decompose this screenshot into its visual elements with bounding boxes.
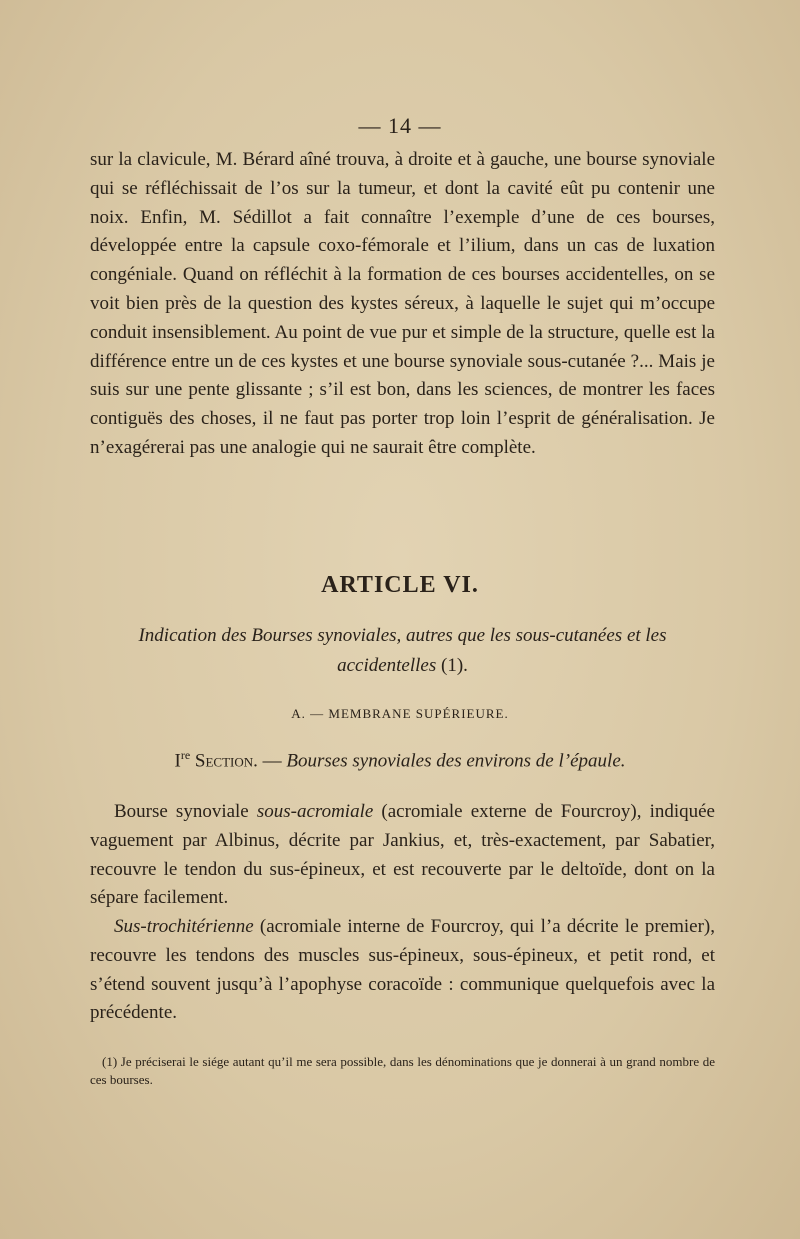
- paragraph-2-rest: (acromiale externe de Fourcroy), indiquée vaguement par Albinus, décrite par Jankius, et, très-exactement, par Sabatier, recouvre le tendon du sus-épineux, et est recouverte par le deltoïde, dont on la sépare facilement.: [90, 801, 715, 909]
- section-label: Section.: [194, 750, 258, 772]
- paragraph-continuation: [90, 146, 715, 463]
- paragraph-3-term: Sus-trochitérienne: [114, 916, 254, 937]
- article-subtitle: [90, 621, 715, 681]
- article-subtitle-text: Indication des Bourses synoviales, autres que les sous-cutanées et les accidentelles: [138, 625, 667, 676]
- section-roman: I: [174, 750, 181, 772]
- page-number: — 14 —: [358, 113, 442, 138]
- footnote: (1) Je préciserai le siége autant qu’il me sera possible, dans les dénominations que je donnerai à un grand nombre de ces bourses.: [90, 1054, 715, 1087]
- paragraph-2-term: sous-acromiale: [256, 801, 374, 822]
- article-heading: ARTICLE VI.: [321, 572, 479, 598]
- paragraph-sous-acromiale: [90, 798, 715, 913]
- membrane-heading: A. — MEMBRANE SUPÉRIEURE.: [291, 706, 509, 721]
- section-heading: [0, 748, 800, 772]
- section-title: Bourses synoviales des environs de l’épaule.: [286, 750, 626, 772]
- paragraph-2-start: Bourse synoviale: [114, 801, 257, 822]
- section-sup: re: [180, 748, 191, 762]
- section-dash: —: [257, 750, 287, 772]
- paragraph-sus-trochiterienne: [90, 913, 715, 1028]
- article-subtitle-note-ref: (1).: [441, 655, 468, 676]
- paragraph-1-text: sur la clavicule, M. Bérard aîné trouva, à droite et à gauche, une bourse synoviale qui se réfléchissait de l’os sur la tumeur, et dont la cavité eût pu contenir une noix. Enfin, M. Sédillot a fait connaître l’exemple d’une de ces bourses, développée entre la capsule coxo-fémorale et l’ilium, dans un cas de luxation congéniale. Quand on réfléchit à la formation de ces bourses accidentelles, on se voit bien près de la question des kystes séreux, à laquelle le sujet qui m’occupe conduit insensiblement. Au point de vue pur et simple de la structure, quelle est la différence entre un de ces kystes et une bourse synoviale sous-cutanée ?... Mais je suis sur une pente glissante ; s’il est bon, dans les sciences, de montrer les faces contiguës des choses, il ne faut pas porter trop loin l’esprit de généralisation. Je n’exagérerai pas une analogie qui ne saurait être complète.: [90, 149, 715, 458]
- paragraph-3-rest: (acromiale interne de Fourcroy, qui l’a décrite le premier), recouvre les tendons des muscles sus-épineux, sous-épineux, et petit rond, et s’étend souvent jusqu’à l’apophyse coracoïde : communique quelquefois avec la précédente.: [90, 916, 715, 1024]
